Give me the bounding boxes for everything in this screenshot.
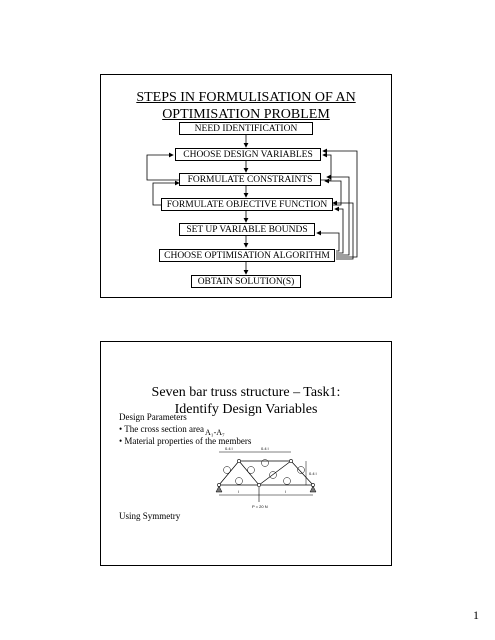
truss-dim-top-right: 0.4 l xyxy=(261,446,269,451)
step-need-identification: NEED IDENTIFICATION xyxy=(179,122,313,135)
truss-span-left: l xyxy=(238,489,239,494)
step-choose-optimisation-algorithm: CHOOSE OPTIMISATION ALGORITHM xyxy=(159,249,335,262)
step-set-up-variable-bounds: SET UP VARIABLE BOUNDS xyxy=(179,223,315,236)
right-loop-4 xyxy=(327,177,349,255)
slide-1 xyxy=(100,74,392,298)
bullet-overlay-label: A₁-A₇ xyxy=(205,428,225,437)
right-loop-1 xyxy=(321,155,331,180)
footer-using-symmetry: Using Symmetry xyxy=(119,511,181,521)
page-number: 1 xyxy=(473,608,479,622)
design-parameters-heading: Design Parameters xyxy=(119,412,187,422)
bullet-cross-section-text: The cross section area xyxy=(124,424,204,434)
truss-dim-top-left: 0.4 l xyxy=(225,446,233,451)
bullet-material-properties: • Material properties of the members xyxy=(119,436,252,446)
flowchart-connectors xyxy=(101,75,391,297)
truss-dim-height: 0.4 l xyxy=(309,471,317,476)
truss-load-label: P = 20 N xyxy=(252,504,268,509)
bullet-material-properties-text: Material properties of the members xyxy=(124,436,252,446)
slide-1-title-line-1: STEPS IN FORMULISATION OF AN xyxy=(136,90,356,105)
step-obtain-solutions: OBTAIN SOLUTION(S) xyxy=(191,275,301,288)
step-formulate-constraints: FORMULATE CONSTRAINTS xyxy=(179,173,321,186)
bullet-cross-section: • The cross section area xyxy=(119,424,204,434)
truss-span-right: l xyxy=(285,489,286,494)
step-formulate-objective-function: FORMULATE OBJECTIVE FUNCTION xyxy=(161,198,333,211)
step-choose-design-variables: CHOOSE DESIGN VARIABLES xyxy=(175,148,321,161)
slide-1-title-line-2: OPTIMISATION PROBLEM xyxy=(162,107,330,122)
slide-2-title-line-1: Seven bar truss structure – Task1: xyxy=(151,385,341,400)
truss-diagram xyxy=(101,342,391,565)
slide-2 xyxy=(100,341,392,566)
slide-2-title-line-2: Identify Design Variables xyxy=(174,402,318,417)
